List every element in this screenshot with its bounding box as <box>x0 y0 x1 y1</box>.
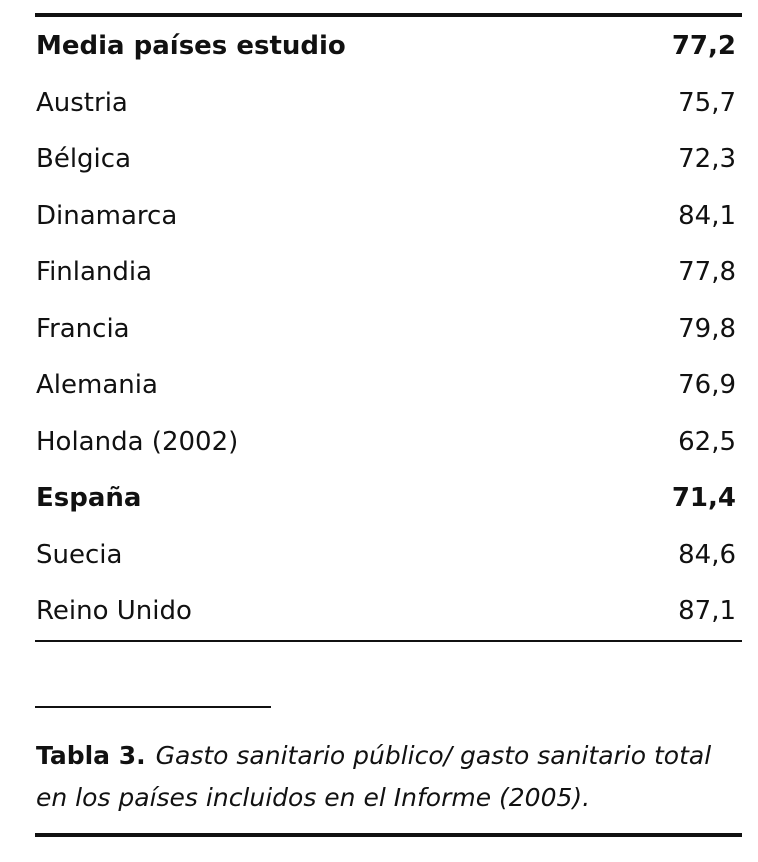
country-cell: Alemania <box>36 370 158 401</box>
country-cell: Francia <box>36 313 130 344</box>
caption-bottom-rule <box>35 833 742 837</box>
table-row <box>36 583 736 640</box>
value-cell: 62,5 <box>678 426 736 457</box>
value-cell: 77,2 <box>671 31 736 62</box>
country-cell: Suecia <box>36 539 123 570</box>
caption-text: Gasto sanitario público/ gasto sanitario total en los países incluidos en el Informe (2005). <box>36 741 712 812</box>
country-cell: Holanda (2002) <box>36 426 239 457</box>
value-cell: 75,7 <box>678 87 736 118</box>
table-row <box>36 414 736 471</box>
value-cell: 79,8 <box>678 313 736 344</box>
table-caption <box>36 735 726 819</box>
table-row <box>36 131 736 188</box>
table-row <box>36 244 736 301</box>
value-cell: 84,1 <box>678 200 736 231</box>
table-row <box>36 75 736 132</box>
table-row <box>36 301 736 358</box>
value-cell: 76,9 <box>678 370 736 401</box>
country-cell: Reino Unido <box>36 596 192 627</box>
table-row <box>36 357 736 414</box>
country-cell: España <box>36 483 142 514</box>
value-cell: 84,6 <box>678 539 736 570</box>
country-cell: Media países estudio <box>36 31 346 62</box>
country-cell: Austria <box>36 87 128 118</box>
caption-label: Tabla 3. <box>36 741 146 770</box>
table-row <box>36 18 736 75</box>
country-cell: Dinamarca <box>36 200 178 231</box>
table-top-rule <box>35 13 742 17</box>
country-cell: Finlandia <box>36 257 153 288</box>
value-cell: 71,4 <box>671 483 736 514</box>
country-cell: Bélgica <box>36 144 132 175</box>
data-table <box>36 18 736 640</box>
table-bottom-rule <box>35 640 742 642</box>
value-cell: 87,1 <box>678 596 736 627</box>
caption-separator <box>35 706 271 708</box>
table-row <box>36 527 736 584</box>
table-row <box>36 470 736 527</box>
value-cell: 72,3 <box>678 144 736 175</box>
table-row <box>36 188 736 245</box>
value-cell: 77,8 <box>678 257 736 288</box>
